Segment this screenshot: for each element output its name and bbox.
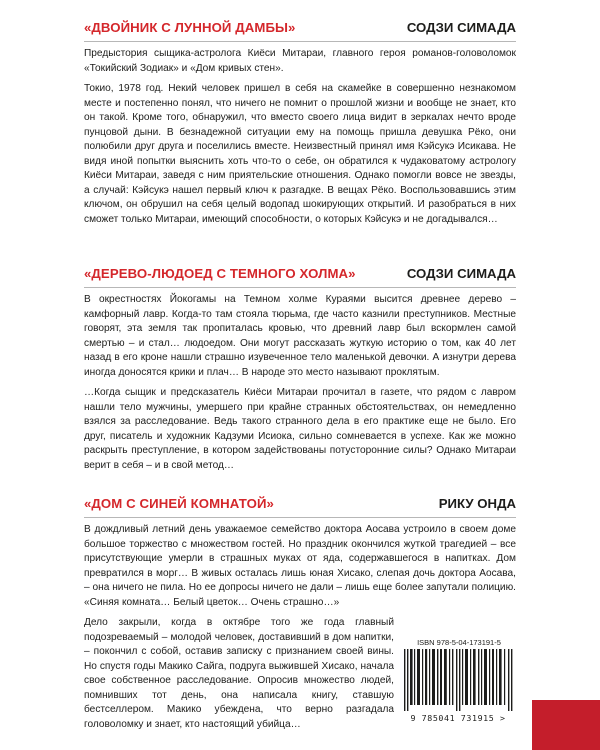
blurb-paragraph: …Когда сыщик и предсказатель Киёси Митараи прочитал в газете, что рядом с лавром нашли тело мужчины, умершего при крайне странных обстоятельствах, он немедленно взялся за расследование. Ведь такого странного дела в его практике еще не было. Его друг, писатель и художник Кадзуми Исиока, сильно сомневается в успехе. Как же можно раскрыть преступление, в котором задействованы потусторонние силы? Однако Митараи верит в себя – и в свой метод…: [84, 387, 516, 471]
section-3-header: [84, 496, 516, 516]
book-title: «ДЕРЕВО-ЛЮДОЕД С ТЕМНОГО ХОЛМА»: [84, 266, 356, 281]
blurb-paragraph: Предыстория сыщика-астролога Киёси Митараи, главного героя романов-головоломок «Токийский Зодиак» и «Дом кривых стен».: [84, 48, 516, 74]
book-title: «ДОМ С СИНЕЙ КОМНАТОЙ»: [84, 496, 274, 511]
section-1: [84, 20, 516, 227]
blurb-paragraph: В окрестностях Йокогамы на Темном холме Кураями высится древнее дерево – камфорный лавр. Когда-то там стояла тюрьма, где часто казнили преступников. Местные говорят, эта земля так пропиталась кровью, что древний лавр был вскормлен самой смертью – и стал… людоедом. Они могут рассказать жуткую историю о том, как 40 лет назад в его кроне нашли страшно изувеченное тело маленькой девочки. А изнутри дерева иногда доносятся крики и плач… В народе это место называют проклятым.: [84, 294, 516, 378]
blurb-paragraph: Дело закрыли, когда в октябре того же года главный подозреваемый – молодой человек, доставивший в дом напитки, – покончил с собой, оставив записку с признанием своей вины. Но спустя годы Макико Сайга, подруга выжившей Хисако, начала свое собственное расследование. Опросив множество людей, помнивших тот день, она написала книгу, ставшую бестселлером. Макико убеждена, что верно разгадала головоломку и знает, кто настоящий убийца…: [84, 617, 394, 730]
barcode-digits: 9 785041 731915 >: [410, 713, 506, 723]
book-author: РИКУ ОНДА: [438, 496, 516, 511]
divider: [84, 517, 516, 518]
section-2: [84, 266, 516, 473]
divider: [84, 41, 516, 42]
book-title: «ДВОЙНИК С ЛУННОЙ ДАМБЫ»: [84, 20, 296, 35]
red-corner-block: [532, 700, 600, 750]
blurb-paragraph: В дождливый летний день уважаемое семейство доктора Аосава устроило в своем доме большое торжество с множеством гостей. Но праздник окончился жуткой трагедией – все присутствующие умерли в страшных муках от яда, содержавшегося в напитках. Дом превратился в морг… В живых осталась лишь юная Хисако, слепая дочь доктора Аосава, – она ничего не пила. Но ее допросы ничего не дали – лишь еще более запутали полицию. «Синяя комната… Белый цветок… Очень страшно…»: [84, 524, 516, 608]
section-1-header: [84, 20, 516, 40]
isbn-label: ISBN 978-5-04-173191-5: [417, 638, 501, 647]
barcode-icon: [404, 649, 514, 711]
divider: [84, 287, 516, 288]
section-2-header: [84, 266, 516, 286]
book-author: СОДЗИ СИМАДА: [406, 20, 516, 35]
book-author: СОДЗИ СИМАДА: [406, 266, 516, 281]
blurb-paragraph: Токио, 1978 год. Некий человек пришел в себя на скамейке в совершенно незнакомом месте и постепенно понял, что ничего не помнит о прошлой жизни и вообще не знает, кто он такой. Кроме того, обнаружил, что вместо своего лица видит в зеркалах нечто вроде пунцовой дыни. В безнадежной ситуации ему на помощь пришла девушка Рёко, они полюбили друг друга и поселились вместе. Неизвестный принял имя Кэйсукэ Исикава. Не видя иной попытки выяснить хоть что-то о себе, он обратился к чудаковатому астрологу Киёси Митараи, заведя с ним приятельские отношения. Однако помогли вовсе не звезды, а случай: Кэйсукэ нашел первый ключ к разгадке. В вещах Рёко. Воспользовавшись этим ключом, он обрушил на себя целый водопад шокирующих открытий. И разобраться в них сможет только Митараи, имеющий способности, о которых Кэйсукэ и не догадывался…: [84, 83, 516, 225]
